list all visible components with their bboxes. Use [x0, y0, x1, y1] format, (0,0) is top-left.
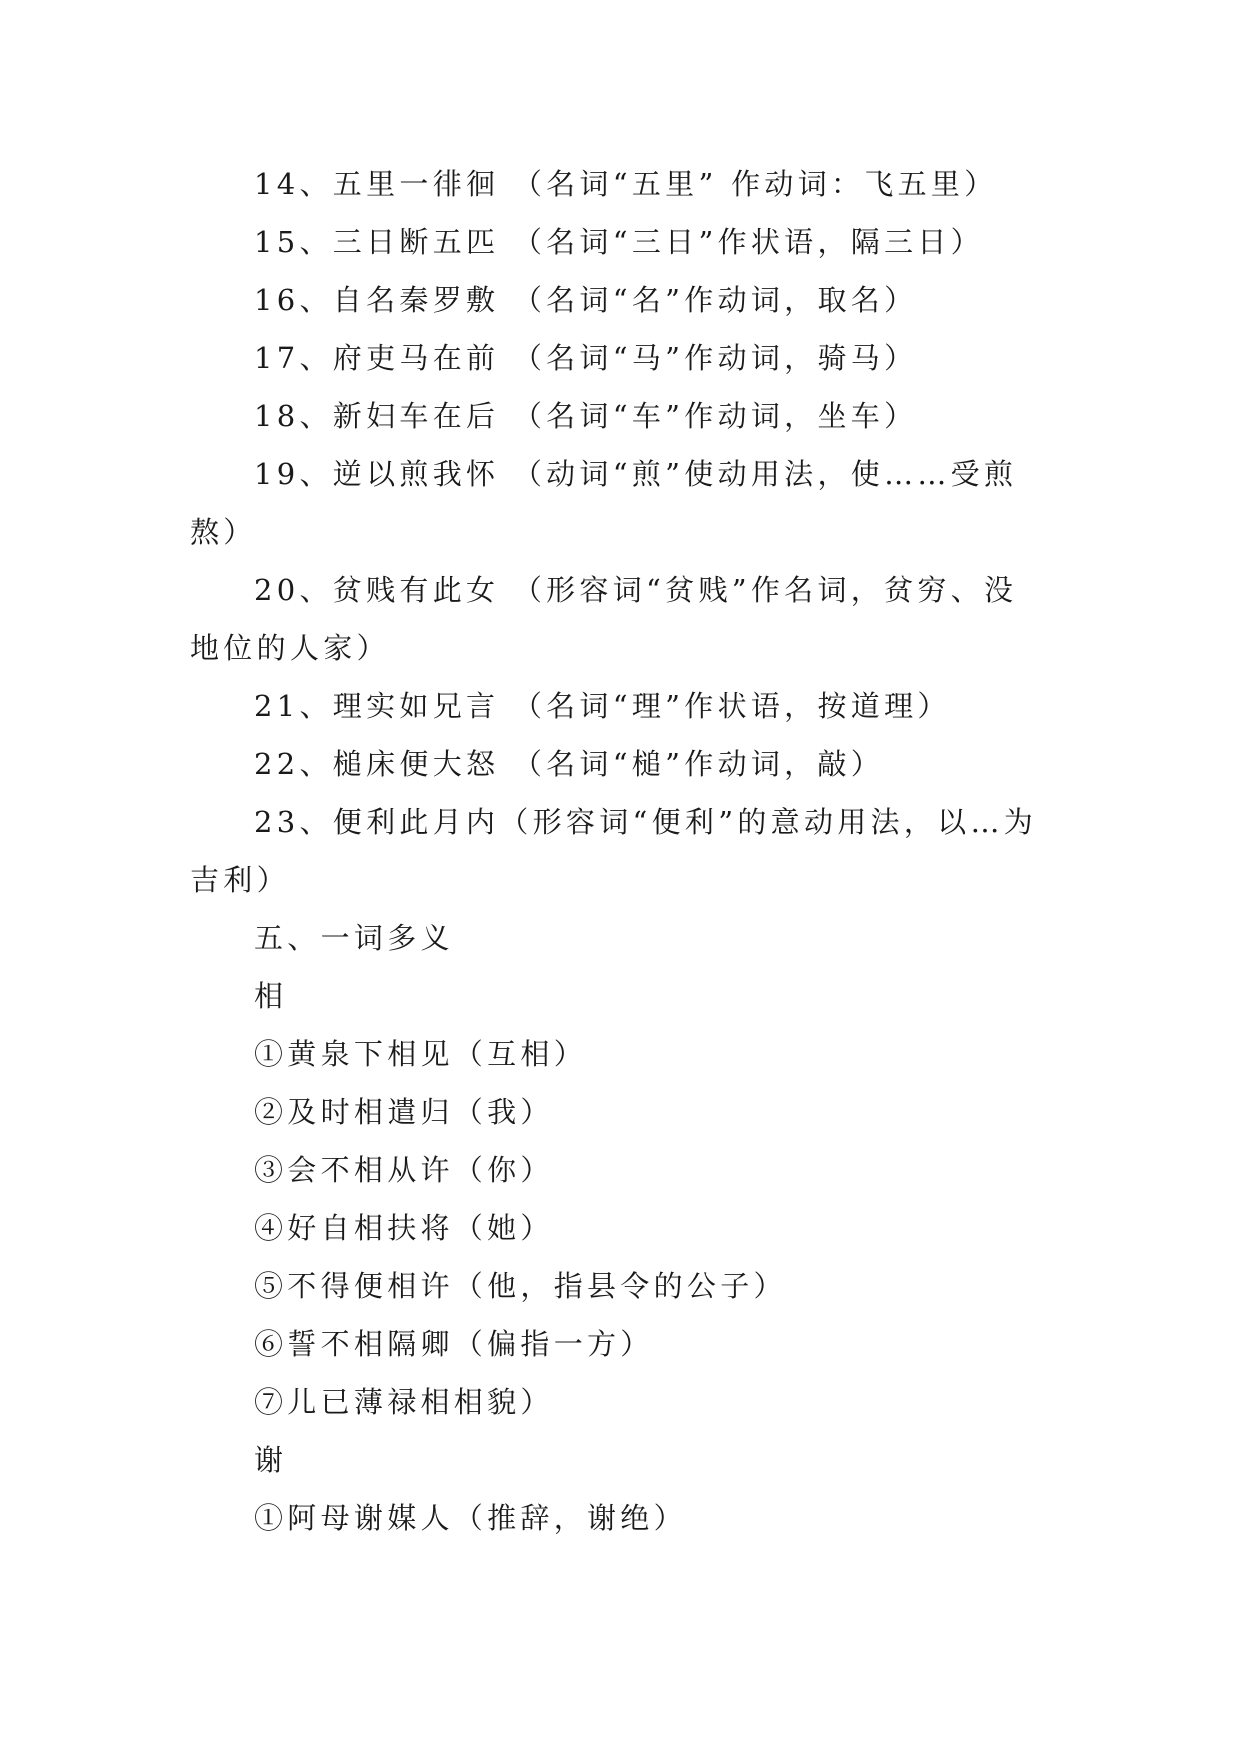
xiang-example-3: ③会不相从许（你）	[254, 1153, 554, 1187]
document-body	[190, 155, 1050, 1547]
text-line-21: 21、理实如兄言 （名词“理”作状语，按道理）	[254, 689, 951, 723]
xiang-example-4: ④好自相扶将（她）	[254, 1211, 554, 1245]
xiang-example-6: ⑥誓不相隔卿（偏指一方）	[254, 1327, 654, 1361]
term-heading-xiang: 相	[254, 979, 288, 1013]
text-line-20: 20、贫贱有此女 （形容词“贫贱”作名词，贫穷、没地位的人家）	[190, 573, 1018, 665]
term-heading-xie: 谢	[254, 1443, 288, 1477]
text-line-22: 22、槌床便大怒 （名词“槌”作动词，敲）	[254, 747, 885, 781]
text-line-23: 23、便利此月内（形容词“便利”的意动用法，以…为吉利）	[190, 805, 1038, 897]
text-line-14: 14、五里一徘徊 （名词“五里” 作动词：飞五里）	[254, 167, 998, 201]
xiang-example-2: ②及时相遣归（我）	[254, 1095, 554, 1129]
text-line-19: 19、逆以煎我怀 （动词“煎”使动用法，使……受煎熬）	[190, 457, 1018, 549]
text-line-15: 15、三日断五匹 （名词“三日”作状语，隔三日）	[254, 225, 984, 259]
xiang-example-5: ⑤不得便相许（他，指县令的公子）	[254, 1269, 787, 1303]
text-line-18: 18、新妇车在后 （名词“车”作动词，坐车）	[254, 399, 918, 433]
text-line-16: 16、自名秦罗敷 （名词“名”作动词，取名）	[254, 283, 918, 317]
xiang-example-1: ①黄泉下相见（互相）	[254, 1037, 588, 1071]
xiang-example-7: ⑦儿已薄禄相相貌）	[254, 1385, 554, 1419]
section-heading-polysemy: 五、一词多义	[254, 921, 454, 955]
text-line-17: 17、府吏马在前 （名词“马”作动词，骑马）	[254, 341, 918, 375]
xie-example-1: ①阿母谢媒人（推辞，谢绝）	[254, 1501, 687, 1535]
